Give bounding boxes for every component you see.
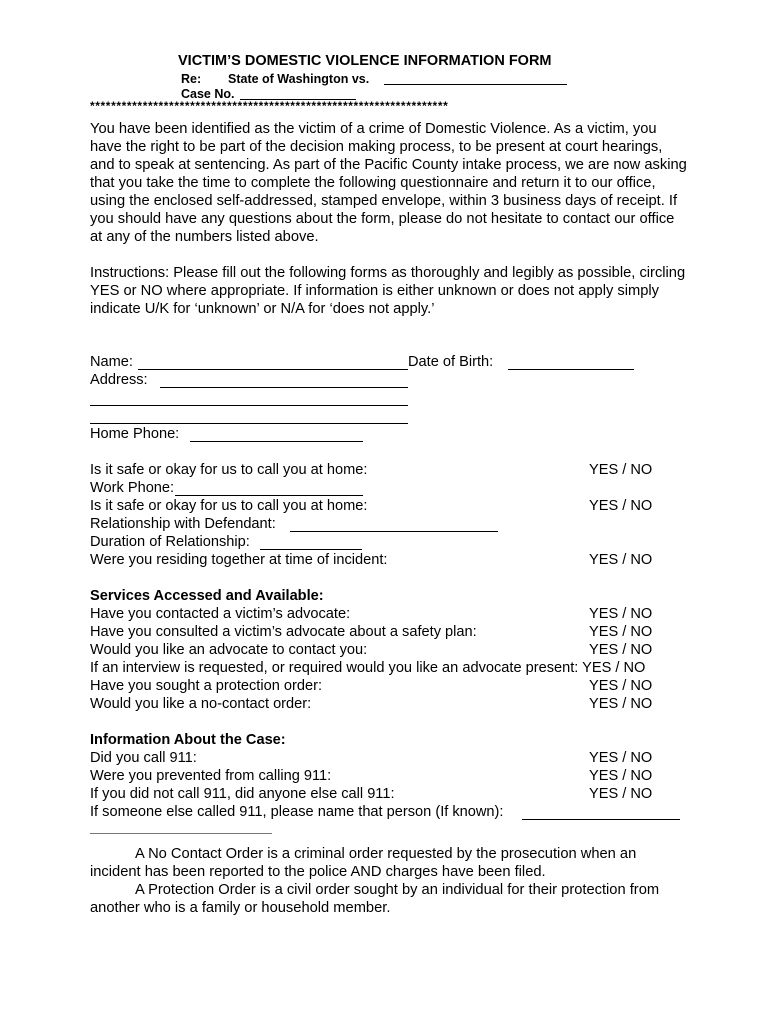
name-line[interactable]: [138, 369, 408, 370]
relationship-line[interactable]: [290, 531, 498, 532]
intro-paragraph: You have been identified as the victim of a crime of Domestic Violence. As a victim, you have the right to be part of the decision making process, to be present at court hearings, and to speak at sentencing. As part of the Pacific County intake process, we are now asking that you take the time to complete the following questionnaire and return it to our office, using the enclosed self-addressed, stamped envelope, within 3 business days of receipt. If you should have any questions about the form, please do not hesitate to contact our office at any of the numbers listed above.: [90, 121, 687, 245]
instructions-paragraph: Instructions: Please fill out the following forms as thoroughly and legibly as possible, circling YES or NO where appropriate. If information is either unknown or does not apply simply indicate U/K for ‘unknown’ or N/A for ‘does not apply.’: [90, 265, 686, 317]
safe-home-question: Is it safe or okay for us to call you at home:: [90, 462, 368, 478]
safety-plan-yes-no[interactable]: YES / NO: [589, 624, 653, 640]
advocate-contacted-yes-no[interactable]: YES / NO: [589, 606, 653, 622]
advocate-contact-yes-no[interactable]: YES / NO: [589, 642, 653, 658]
caller-name-line[interactable]: [522, 819, 680, 820]
no-contact-order-yes-no[interactable]: YES / NO: [589, 696, 653, 712]
protection-order-question: Have you sought a protection order:: [90, 678, 323, 694]
defendant-name-line[interactable]: [384, 84, 567, 85]
prevented-911-yes-no[interactable]: YES / NO: [589, 768, 653, 784]
called-911-question: Did you call 911:: [90, 750, 197, 766]
footnote-divider: [90, 833, 272, 834]
work-phone-label: Work Phone:: [90, 480, 175, 496]
address-line-2[interactable]: [90, 405, 408, 406]
re-label: Re:: [181, 72, 202, 86]
duration-line[interactable]: [260, 549, 362, 550]
safety-plan-question: Have you consulted a victim’s advocate about a safety plan:: [90, 624, 477, 640]
case-info-heading: Information About the Case:: [90, 732, 286, 748]
services-heading: Services Accessed and Available:: [90, 588, 324, 604]
anyone-else-911-question: If you did not call 911, did anyone else call 911:: [90, 786, 395, 802]
protection-order-yes-no[interactable]: YES / NO: [589, 678, 653, 694]
re-text: State of Washington vs.: [228, 72, 370, 86]
advocate-present-question[interactable]: If an interview is requested, or required would you like an advocate present: YES / NO: [90, 660, 646, 676]
caller-name-question: If someone else called 911, please name that person (If known):: [90, 804, 504, 820]
address-line-3[interactable]: [90, 423, 408, 424]
name-label: Name:: [90, 354, 133, 370]
protection-footnote: A Protection Order is a civil order sought by an individual for their protection from another who is a family or household member.: [90, 882, 660, 916]
safe-home-yes-no[interactable]: YES / NO: [589, 462, 653, 478]
safe-work-yes-no[interactable]: YES / NO: [589, 498, 653, 514]
advocate-contact-question: Would you like an advocate to contact you:: [90, 642, 368, 658]
residing-question: Were you residing together at time of incident:: [90, 552, 388, 568]
residing-yes-no[interactable]: YES / NO: [589, 552, 653, 568]
relationship-label: Relationship with Defendant:: [90, 516, 276, 532]
advocate-contacted-question: Have you contacted a victim’s advocate:: [90, 606, 351, 622]
anyone-else-911-yes-no[interactable]: YES / NO: [589, 786, 653, 802]
dob-label: Date of Birth:: [408, 354, 494, 370]
home-phone-line[interactable]: [190, 441, 363, 442]
no-contact-footnote: A No Contact Order is a criminal order requested by the prosecution when an incident has been reported to the police AND charges have been filed.: [90, 846, 637, 880]
form-title: VICTIM’S DOMESTIC VIOLENCE INFORMATION FORM: [178, 53, 552, 69]
called-911-yes-no[interactable]: YES / NO: [589, 750, 653, 766]
no-contact-order-question: Would you like a no-contact order:: [90, 696, 312, 712]
address-label: Address:: [90, 372, 148, 388]
prevented-911-question: Were you prevented from calling 911:: [90, 768, 332, 784]
duration-label: Duration of Relationship:: [90, 534, 250, 550]
case-label: Case No.: [181, 87, 235, 101]
work-phone-line[interactable]: [175, 495, 363, 496]
separator-stars: ********************************************************************: [90, 99, 449, 113]
home-phone-label: Home Phone:: [90, 426, 180, 442]
dob-line[interactable]: [508, 369, 634, 370]
address-line-1[interactable]: [160, 387, 408, 388]
safe-work-question: Is it safe or okay for us to call you at home:: [90, 498, 368, 514]
